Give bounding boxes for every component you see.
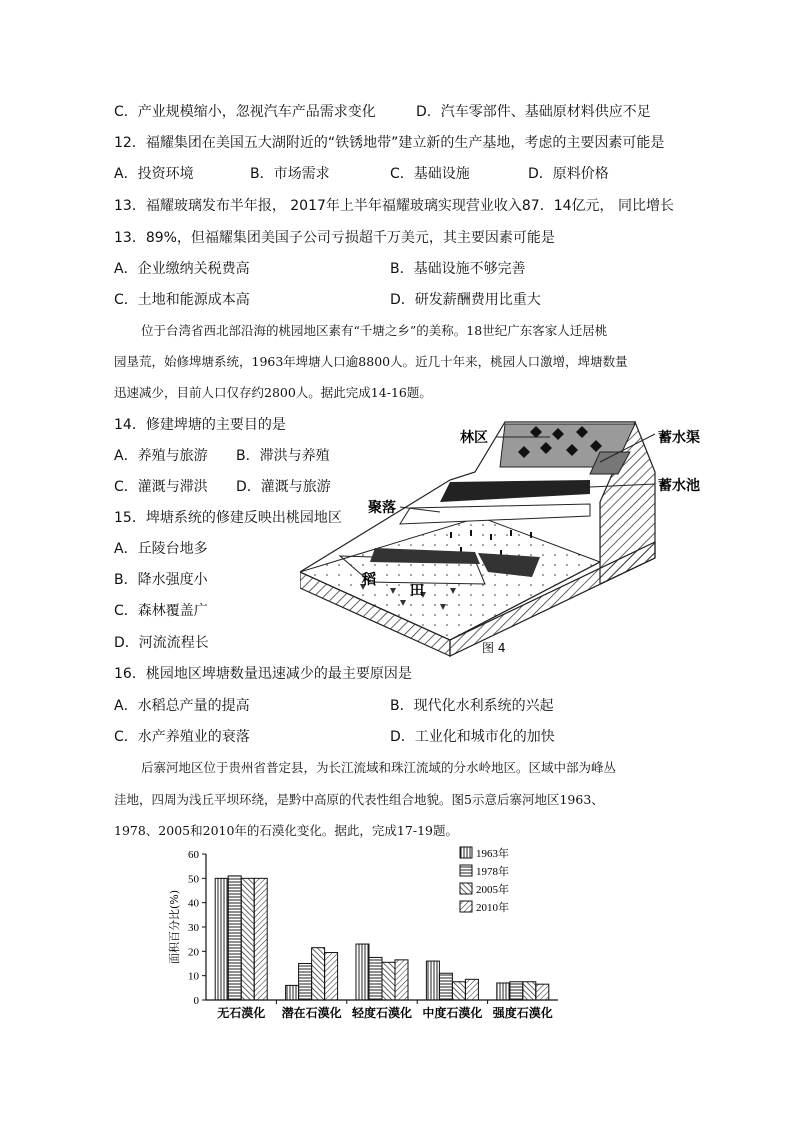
- x-tick-label: 无石漠化: [217, 1006, 266, 1020]
- bar: [254, 878, 267, 1000]
- passage2-line2: 洼地，四周为浅丘平坝环绕，是黔中高原的代表性组合地貌。图5示意后寨河地区1963、: [114, 792, 604, 807]
- bar: [395, 960, 408, 1000]
- q13-option-b: B．基础设施不够完善: [390, 261, 526, 277]
- legend-label: 1963年: [476, 848, 509, 860]
- q12-stem: 12．福耀集团在美国五大湖附近的“铁锈地带”建立新的生产基地，考虑的主要因素可能是: [114, 135, 665, 151]
- q14-option-a: A．养殖与旅游: [114, 448, 208, 464]
- label-forest: 林区: [460, 430, 488, 446]
- passage1-line1: 位于台湾省西北部沿海的桃园地区素有“千塘之乡”的美称。18世纪广东客家人迁居桃: [141, 323, 608, 338]
- y-tick-label: 50: [188, 873, 199, 886]
- label-pond: 蓄水池: [658, 478, 700, 494]
- bar: [439, 973, 452, 1000]
- bar: [523, 982, 536, 1000]
- q13-stem-line2: 13．89%，但福耀集团美国子公司亏损超千万美元，其主要因素可能是: [114, 230, 555, 246]
- x-tick-label: 潜在石漠化: [281, 1006, 342, 1020]
- q14-option-c: C．灌溉与滞洪: [114, 479, 208, 495]
- passage1-line2: 园垦荒，始修埤塘系统，1963年埤塘人口逾8800人。近几十年来，桃园人口激增，埤塘数量: [114, 354, 628, 369]
- q12-option-a: A．投资环境: [114, 166, 194, 182]
- passage2-line3: 1978、2005和2010年的石漠化变化。据此，完成17-19题。: [114, 823, 458, 838]
- q13-option-a: A．企业缴纳关税费高: [114, 261, 250, 277]
- bar: [382, 962, 395, 1000]
- bar: [497, 983, 510, 1000]
- y-tick-label: 30: [188, 922, 199, 934]
- q15-option-d: D．河流流程长: [114, 635, 209, 651]
- q16-stem: 16．桃园地区埤塘数量迅速减少的最主要原因是: [114, 666, 412, 682]
- y-tick-label: 60: [188, 849, 199, 861]
- q12-option-d: D．原料价格: [528, 166, 609, 182]
- bar: [286, 985, 299, 1000]
- bar: [241, 878, 254, 1000]
- q12-option-c: C．基础设施: [390, 166, 470, 182]
- x-tick-label: 强度石漠化: [492, 1006, 553, 1020]
- label-paddy-1: 稻: [362, 572, 376, 588]
- bar: [510, 982, 523, 1000]
- legend-swatch: [460, 847, 472, 858]
- passage1-line3: 迅速减少，目前人口仅存约2800人。据此完成14-16题。: [114, 385, 432, 400]
- q14-stem: 14．修建埤塘的主要目的是: [114, 417, 286, 433]
- q16-option-a: A．水稻总产量的提高: [114, 698, 250, 714]
- figure-4-caption: 图 4: [482, 641, 506, 655]
- bar: [452, 982, 465, 1000]
- legend-label: 1978年: [476, 866, 509, 878]
- label-village: 聚落: [368, 500, 396, 516]
- bar: [536, 984, 549, 1000]
- q11-option-d: D．汽车零部件、基础原材料供应不足: [416, 104, 651, 120]
- y-tick-label: 20: [188, 946, 199, 959]
- x-tick-label: 中度石漠化: [422, 1006, 483, 1020]
- figure-5-bar-chart: [160, 842, 580, 1027]
- y-tick-label: 10: [188, 970, 199, 983]
- q15-option-b: B．降水强度小: [114, 572, 208, 588]
- passage2-line1: 后寨河地区位于贵州省普定县，为长江流域和珠江流域的分水岭地区。区域中部为峰丛: [141, 760, 617, 775]
- q11-option-c: C．产业规模缩小，忽视汽车产品需求变化: [114, 104, 376, 120]
- q13-stem-line1: 13．福耀玻璃发布半年报， 2017年上半年福耀玻璃实现营业收入87．14亿元， 同比增长: [114, 198, 674, 214]
- legend-swatch: [460, 901, 472, 912]
- bar: [356, 944, 369, 1000]
- legend-label: 2010年: [476, 902, 509, 914]
- bar: [215, 878, 228, 1000]
- bar: [369, 957, 382, 1000]
- figure-4-pond-diagram: [300, 412, 720, 662]
- q16-option-c: C．水产养殖业的衰落: [114, 729, 250, 745]
- q16-option-b: B．现代化水利系统的兴起: [390, 698, 554, 714]
- bar: [299, 964, 312, 1001]
- q15-option-c: C．森林覆盖广: [114, 603, 208, 619]
- q13-option-d: D．研发薪酬费用比重大: [390, 292, 541, 308]
- q12-option-b: B．市场需求: [250, 166, 330, 182]
- bar: [228, 876, 241, 1000]
- legend-label: 2005年: [476, 884, 509, 896]
- q16-option-d: D．工业化和城市化的加快: [390, 729, 555, 745]
- legend-swatch: [460, 883, 472, 894]
- y-axis-label: 面积百分比(%): [168, 889, 181, 965]
- q15-stem: 15．埤塘系统的修建反映出桃园地区: [114, 510, 342, 526]
- label-canal: 蓄水渠: [658, 430, 700, 446]
- y-tick-label: 40: [188, 897, 199, 910]
- q15-option-a: A．丘陵台地多: [114, 541, 208, 557]
- legend-swatch: [460, 865, 472, 876]
- bar: [465, 979, 478, 1000]
- bar: [426, 961, 439, 1000]
- x-tick-label: 轻度石漠化: [351, 1006, 413, 1020]
- y-tick-label: 0: [193, 995, 199, 1007]
- bar: [325, 953, 338, 1000]
- q13-option-c: C．土地和能源成本高: [114, 292, 250, 308]
- label-paddy-2: 田: [410, 583, 424, 599]
- bar: [312, 948, 325, 1000]
- q14-option-d: D．灌溉与旅游: [236, 479, 331, 495]
- q14-option-b: B．滞洪与养殖: [236, 448, 330, 464]
